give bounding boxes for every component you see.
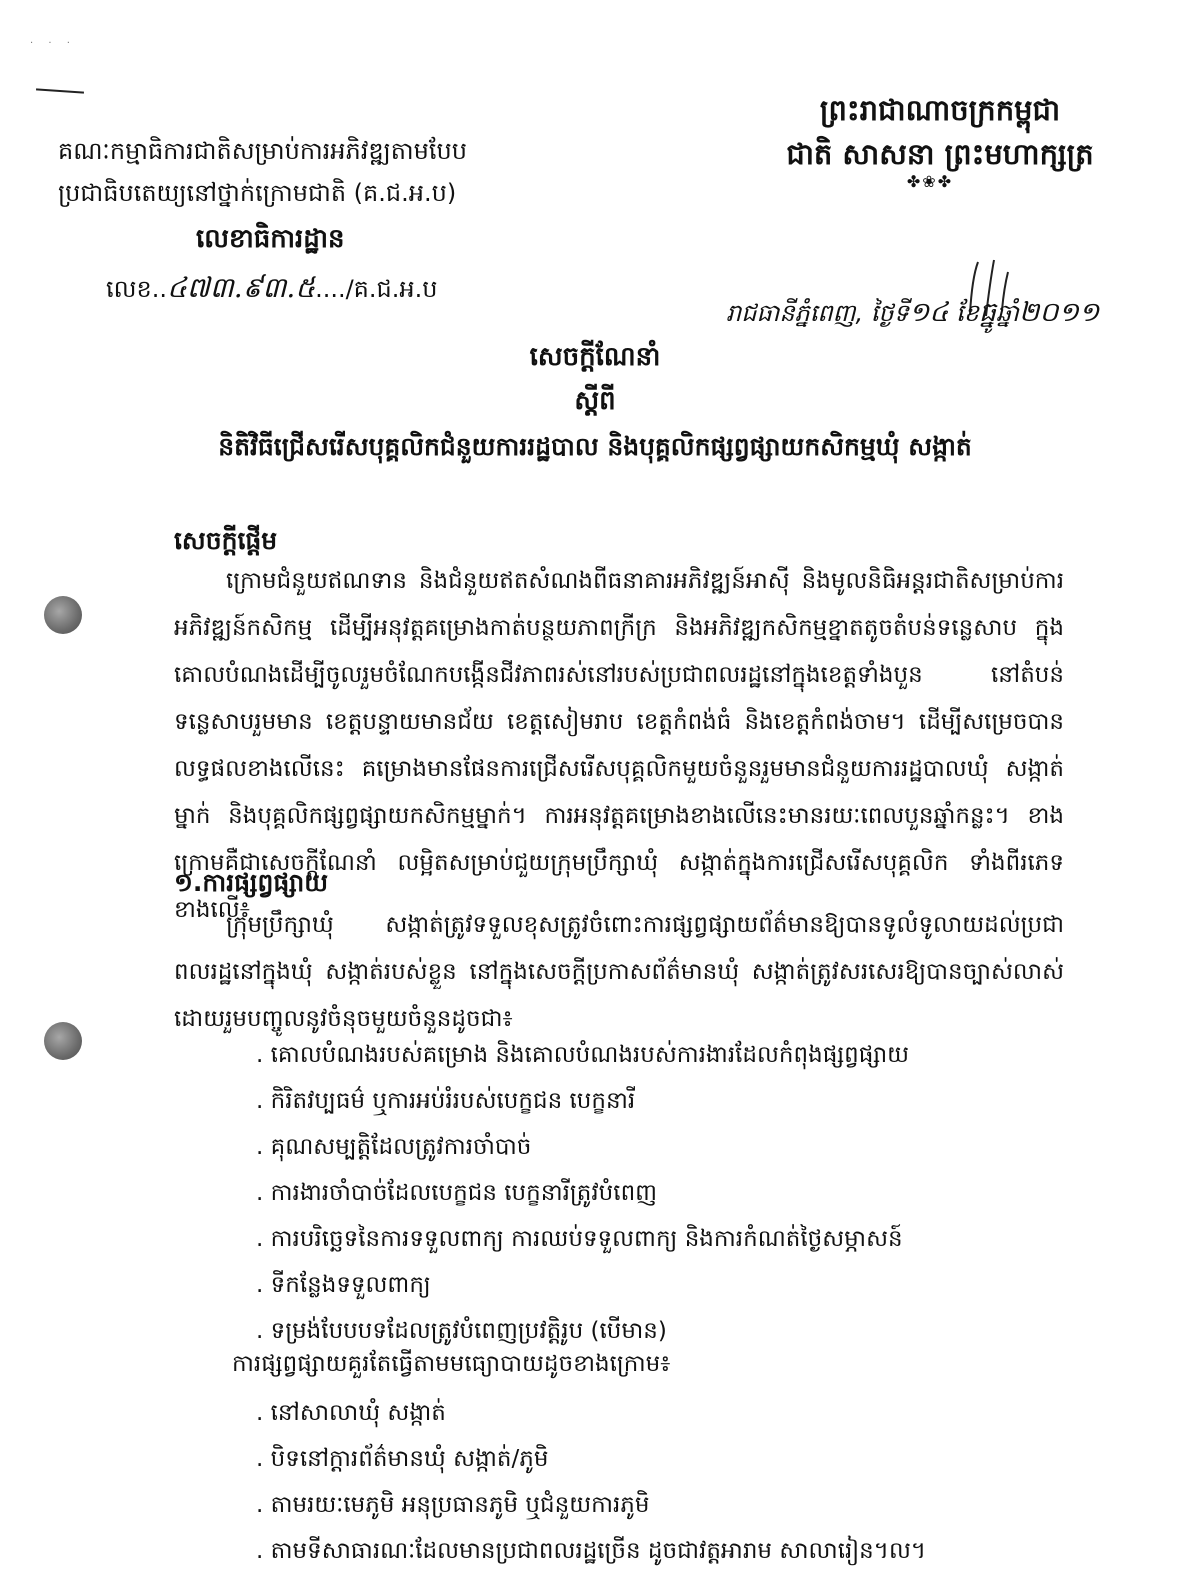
ornament-icon: ✤❀✤ xyxy=(906,172,954,191)
list-item: . ការបរិច្ឆេទនៃការទទួលពាក្យ ការឈប់ទទួលពាក្យ និងការកំណត់ថ្ងៃសម្ភាសន៍ xyxy=(256,1226,903,1252)
methods-intro: ការផ្សព្វផ្សាយគួរតែធ្វើតាមមធ្យោបាយដូចខាងក្រោម៖ xyxy=(232,1351,671,1377)
doc-subject: និតិវិធីជ្រើសរើសបុគ្គលិកជំនួយការរដ្ឋបាល និងបុគ្គលិកផ្សព្វផ្សាយកសិកម្មឃុំ សង្កាត់ xyxy=(218,432,972,461)
committee-line-1: គណៈកម្មាធិការជាតិសម្រាប់ការអភិវឌ្ឍតាមបែប xyxy=(58,137,467,165)
date-month: ធ្នូ xyxy=(978,297,997,328)
letter-number xyxy=(106,270,438,311)
punch-hole-bottom xyxy=(44,1022,82,1060)
dissemination-methods-list xyxy=(256,1390,926,1574)
list-item: . តាមរយៈមេភូមិ អនុប្រធានភូមិ ឬជំនួយការភូមិ xyxy=(256,1492,650,1518)
date-month-label: ខែ xyxy=(956,299,979,327)
date-year: ២០១១ xyxy=(1018,297,1100,328)
list-item: . ទម្រង់បែបបទដែលត្រូវបំពេញប្រវត្តិរូប (បើមាន) xyxy=(256,1318,667,1344)
list-item: . កិរិតវប្បធម៌ ឬការអប់រំរបស់បេក្ខជន បេក្ខនារី xyxy=(256,1088,636,1114)
date-year-label: ឆ្នាំ xyxy=(996,299,1019,327)
kingdom-name: ព្រះរាជាណាចក្រកម្ពុជា xyxy=(819,93,1061,127)
intro-heading: សេចក្តីផ្តើម xyxy=(174,526,278,555)
kingdom-motto xyxy=(770,88,1110,176)
list-item: . តាមទីសាធារណៈដែលមានប្រជាពលរដ្ឋច្រើន ដូចជាវត្តអារាម សាលារៀន។ល។ xyxy=(256,1538,926,1564)
list-item: . ការងារចាំបាច់ដែលបេក្ខជន បេក្ខនារីត្រូវបំពេញ xyxy=(256,1180,658,1206)
letter-number-suffix: ..../គ.ជ.អ.ប xyxy=(315,275,438,303)
date-line xyxy=(726,296,1099,335)
date-prefix: រាជធានីភ្នំពេញ, ថ្ងៃទី xyxy=(726,299,909,327)
list-item: . គោលបំណងរបស់គម្រោង និងគោលបំណងរបស់ការងារដែលកំពុងផ្សព្វផ្សាយ xyxy=(256,1042,910,1068)
section-1-paragraph: ក្រុមប្រឹក្សាឃុំ សង្កាត់ត្រូវទទួលខុសត្រូវចំពោះការផ្សព្វផ្សាយព័ត៌មានឱ្យបានទូលំទូលាយដល់ប្រជាពលរដ្ឋនៅក្នុងឃុំ សង្កាត់របស់ខ្លួន នៅក្នុងសេចក្តីប្រកាសព័ត៌មានឃុំ សង្កាត់ត្រូវសរសេរឱ្យបានច្បាស់លាស់ដោយរួមបញ្ចូលនូវចំនុចមួយចំនួនដូចជា៖ xyxy=(174,912,1064,1032)
list-item: . ទីកន្លែងទទួលពាក្យ xyxy=(256,1272,431,1298)
secretariat-label: លេខាធិការដ្ឋាន xyxy=(196,224,345,254)
intro-paragraph: ក្រោមជំនួយឥណទាន និងជំនួយឥតសំណងពីធនាគារអភិវឌ្ឍន៍អាស៊ី និងមូលនិធិអន្តរជាតិសម្រាប់ការអភិវឌ្ឍន៍កសិកម្ម ដើម្បីអនុវត្តគម្រោងកាត់បន្ថយភាពក្រីក្រ និងអភិវឌ្ឍកសិកម្មខ្នាតតូចតំបន់ទន្លេសាប ក្នុងគោលបំណងដើម្បីចូលរួមចំណែកបង្កើនជីវភាពរស់នៅរបស់ប្រជាពលរដ្ឋនៅក្នុងខេត្តទាំងបួន នៅតំបន់ទន្លេសាបរួមមាន ខេត្តបន្ទាយមានជ័យ ខេត្តសៀមរាប ខេត្តកំពង់ធំ និងខេត្តកំពង់ចាម។ ដើម្បីសម្រេចបានលទ្ធផលខាងលើនេះ គម្រោងមានផែនការជ្រើសរើសបុគ្គលិកមួយចំនួនរួមមានជំនួយការរដ្ឋបាលឃុំ សង្កាត់ម្នាក់ និងបុគ្គលិកផ្សព្វផ្សាយកសិកម្មម្នាក់។ ការអនុវត្តគម្រោងខាងលើនេះមានរយៈពេលបួនឆ្នាំកន្លះ។ ខាងក្រោមគឺជាសេចក្តីណែនាំ លម្អិតសម្រាប់ជួយក្រុមប្រឹក្សាឃុំ សង្កាត់ក្នុងការជ្រើសរើសបុគ្គលិក ទាំងពីរភេទខាងលើ៖ xyxy=(174,568,1064,923)
scan-specks: · · · xyxy=(30,38,76,49)
letter-number-handwritten: ៤៧៣.៩៣.៥ xyxy=(166,271,316,304)
list-item: . គុណសម្បត្តិដែលត្រូវការចាំបាច់ xyxy=(256,1134,532,1160)
committee-line-2: ប្រជាធិបតេយ្យនៅថ្នាក់ក្រោមជាតិ (គ.ជ.អ.ប) xyxy=(58,179,457,207)
nation-religion-king: ជាតិ សាសនា ព្រះមហាក្សត្រ xyxy=(786,137,1094,171)
scan-mark-line xyxy=(36,88,84,93)
announcement-points-list xyxy=(256,1032,909,1354)
list-item: . បិទនៅក្តារព័ត៌មានឃុំ សង្កាត់/ភូមិ xyxy=(256,1446,549,1472)
doc-regarding: ស្តីពី xyxy=(574,386,616,416)
list-item: . នៅសាលាឃុំ សង្កាត់ xyxy=(256,1400,446,1426)
section-1-heading: ១.ការផ្សព្វផ្សាយ xyxy=(174,868,329,897)
letter-number-prefix: លេខ.. xyxy=(106,275,167,303)
date-day: ១៤ xyxy=(908,297,949,328)
doc-type-title: សេចក្តីណែនាំ xyxy=(529,342,661,372)
committee-name xyxy=(58,130,467,214)
punch-hole-top xyxy=(44,596,82,634)
